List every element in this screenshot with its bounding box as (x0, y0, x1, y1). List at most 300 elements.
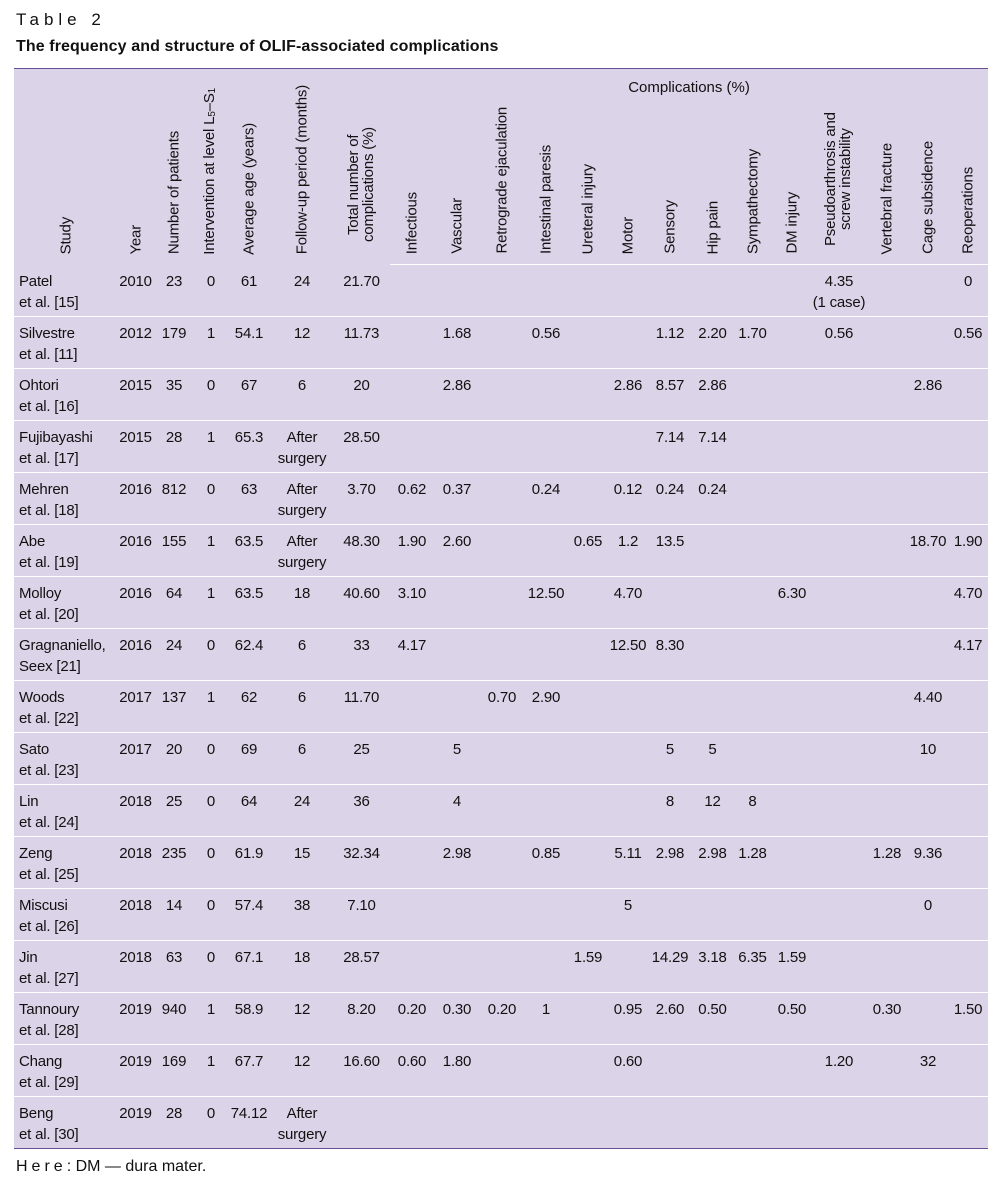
cell-age: 63.5 (227, 525, 271, 577)
cell-year: 2019 (118, 1097, 153, 1149)
cell-ureteral (568, 577, 608, 629)
cell-intervention: 1 (195, 577, 227, 629)
cell-total: 3.70 (333, 473, 390, 525)
cell-motor (608, 1097, 648, 1149)
cell-sensory: 0.24 (648, 473, 692, 525)
cell-followup: 6 (271, 681, 333, 733)
cell-intervention: 0 (195, 473, 227, 525)
cell-pseudo (812, 785, 866, 837)
cell-cage (908, 785, 948, 837)
cell-intervention: 0 (206, 272, 216, 290)
col-header-followup: Follow-up period (months) (293, 85, 311, 255)
cell-pseudo (812, 681, 866, 733)
cell-hip: 0.50 (692, 993, 733, 1045)
cell-total: 32.34 (333, 837, 390, 889)
cell-total: 20 (333, 369, 390, 421)
cell-intervention: 0 (195, 837, 227, 889)
table-row (14, 889, 988, 941)
col-header-patients: Number of patients (165, 131, 183, 255)
cell-pseudo (812, 629, 866, 681)
cell-vascular: 5 (434, 733, 480, 785)
cell-intervention: 0 (195, 369, 227, 421)
cell-sensory: 7.14 (648, 421, 692, 473)
cell-pseudo (812, 369, 866, 421)
cell-sensory: 5 (648, 733, 692, 785)
cell-cage (908, 265, 948, 317)
table-row (14, 681, 988, 733)
cell-cage (908, 941, 948, 993)
cell-reop (948, 785, 988, 837)
cell-sympath: 1.70 (733, 317, 772, 369)
cell-motor: 5.11 (608, 837, 648, 889)
cell-vascular: 0.37 (434, 473, 480, 525)
cell-intervention: 0 (195, 889, 227, 941)
cell-followup: 24 (293, 272, 311, 290)
cell-cage: 0 (908, 889, 948, 941)
cell-intervention: 1 (195, 421, 227, 473)
cell-reop (948, 473, 988, 525)
cell-vertebral (866, 369, 908, 421)
cell-infectious: 3.10 (390, 577, 434, 629)
cell-cage (908, 993, 948, 1045)
cell-sensory (648, 889, 692, 941)
cell-sympath: 1.28 (733, 837, 772, 889)
cell-sympath (733, 369, 772, 421)
cell-patients: 25 (153, 785, 195, 837)
cell-sympath (733, 577, 772, 629)
cell-age: 58.9 (227, 993, 271, 1045)
cell-retrograde (480, 421, 524, 473)
cell-pseudo (812, 1097, 866, 1149)
cell-dm (772, 473, 812, 525)
complications-table-wrapper (14, 68, 988, 1149)
cell-followup: After surgery (271, 1097, 333, 1149)
cell-sensory: 8.30 (648, 629, 692, 681)
cell-pseudo (812, 577, 866, 629)
cell-motor: 0.60 (608, 1045, 648, 1097)
cell-hip (692, 681, 733, 733)
cell-ureteral (568, 993, 608, 1045)
col-header-motor: Motor (608, 103, 648, 265)
cell-patients: 155 (153, 525, 195, 577)
cell-ureteral (568, 317, 608, 369)
table-row (14, 317, 988, 369)
cell-retrograde: 0.20 (480, 993, 524, 1045)
cell-sensory: 2.60 (648, 993, 692, 1045)
cell-intestinal: 1 (524, 993, 568, 1045)
cell-age: 67.1 (227, 941, 271, 993)
cell-ureteral (568, 733, 608, 785)
table-footnote (16, 1158, 206, 1176)
cell-intestinal: 12.50 (524, 577, 568, 629)
cell-study: Ohtori et al. [16] (14, 369, 118, 421)
cell-reop: 4.17 (948, 629, 988, 681)
cell-retrograde (480, 1097, 524, 1149)
cell-retrograde (480, 889, 524, 941)
cell-study: Lin et al. [24] (14, 785, 118, 837)
cell-year: 2019 (118, 1045, 153, 1097)
cell-intervention: 1 (195, 993, 227, 1045)
cell-hip (692, 525, 733, 577)
col-header-vascular: Vascular (434, 103, 480, 265)
cell-vascular (434, 941, 480, 993)
cell-cage: 9.36 (908, 837, 948, 889)
cell-hip: 2.20 (692, 317, 733, 369)
cell-patients: 812 (153, 473, 195, 525)
cell-infectious: 0.20 (390, 993, 434, 1045)
col-header-sensory: Sensory (648, 103, 692, 265)
cell-infectious: 4.17 (390, 629, 434, 681)
cell-sympath (733, 265, 772, 317)
cell-age: 64 (227, 785, 271, 837)
cell-vertebral (866, 1045, 908, 1097)
cell-cage: 18.70 (908, 525, 948, 577)
cell-hip (692, 265, 733, 317)
cell-vascular: 2.86 (434, 369, 480, 421)
cell-cage: 32 (908, 1045, 948, 1097)
cell-followup: After surgery (271, 473, 333, 525)
cell-dm: 0.50 (772, 993, 812, 1045)
cell-cage (908, 317, 948, 369)
cell-followup: 15 (271, 837, 333, 889)
cell-year: 2018 (118, 837, 153, 889)
cell-reop: 4.70 (948, 577, 988, 629)
cell-intervention: 0 (195, 629, 227, 681)
cell-motor: 1.2 (608, 525, 648, 577)
cell-retrograde (480, 525, 524, 577)
cell-total: 28.50 (333, 421, 390, 473)
cell-dm (772, 681, 812, 733)
cell-vascular (434, 265, 480, 317)
cell-dm (772, 889, 812, 941)
cell-age: 65.3 (227, 421, 271, 473)
cell-total: 40.60 (333, 577, 390, 629)
cell-cage: 2.86 (908, 369, 948, 421)
cell-dm (772, 421, 812, 473)
cell-age: 57.4 (227, 889, 271, 941)
cell-sympath (733, 421, 772, 473)
cell-age: 61 (240, 272, 258, 290)
cell-age: 62 (227, 681, 271, 733)
cell-ureteral (568, 369, 608, 421)
cell-vertebral (866, 733, 908, 785)
cell-dm (772, 1097, 812, 1149)
table-row (14, 993, 988, 1045)
cell-intestinal (524, 1097, 568, 1149)
cell-retrograde (480, 473, 524, 525)
cell-motor: 0.12 (608, 473, 648, 525)
cell-intestinal (524, 629, 568, 681)
cell-ureteral (568, 889, 608, 941)
cell-intestinal (524, 941, 568, 993)
cell-followup: 24 (271, 785, 333, 837)
cell-reop: 1.90 (948, 525, 988, 577)
cell-vascular (434, 1097, 480, 1149)
cell-reop (948, 941, 988, 993)
cell-intestinal (524, 733, 568, 785)
cell-vertebral (866, 785, 908, 837)
cell-retrograde (480, 577, 524, 629)
cell-pseudo (812, 473, 866, 525)
cell-hip (692, 577, 733, 629)
col-header-reop: Reoperations (948, 103, 988, 265)
cell-retrograde (480, 733, 524, 785)
cell-pseudo (812, 993, 866, 1045)
cell-study: Beng et al. [30] (14, 1097, 118, 1149)
cell-patients: 940 (153, 993, 195, 1045)
cell-sympath (733, 993, 772, 1045)
cell-ureteral (568, 1045, 608, 1097)
cell-pseudo (812, 889, 866, 941)
cell-reop (948, 837, 988, 889)
cell-study: Zeng et al. [25] (14, 837, 118, 889)
cell-dm (772, 1045, 812, 1097)
cell-sympath (733, 1097, 772, 1149)
cell-age: 62.4 (227, 629, 271, 681)
cell-intervention: 0 (195, 941, 227, 993)
cell-age: 61.9 (227, 837, 271, 889)
cell-vertebral (866, 525, 908, 577)
cell-retrograde (480, 317, 524, 369)
cell-motor (608, 317, 648, 369)
cell-sensory: 1.12 (648, 317, 692, 369)
cell-vertebral (866, 577, 908, 629)
cell-pseudo: 0.56 (812, 317, 866, 369)
cell-dm: 1.59 (772, 941, 812, 993)
cell-patients: 35 (153, 369, 195, 421)
cell-infectious (390, 1097, 434, 1149)
cell-patients: 28 (153, 1097, 195, 1149)
cell-hip: 5 (692, 733, 733, 785)
cell-study: Gragnaniello, Seex [21] (14, 629, 118, 681)
cell-motor: 12.50 (608, 629, 648, 681)
cell-infectious: 0.60 (390, 1045, 434, 1097)
table-row (14, 577, 988, 629)
cell-year: 2017 (118, 681, 153, 733)
cell-ureteral (568, 785, 608, 837)
cell-intervention: 1 (195, 317, 227, 369)
cell-intestinal (524, 1045, 568, 1097)
cell-reop (948, 369, 988, 421)
cell-motor (608, 265, 648, 317)
col-header-year: Year (127, 224, 144, 255)
cell-infectious (390, 837, 434, 889)
cell-vascular (434, 577, 480, 629)
cell-total: 16.60 (333, 1045, 390, 1097)
cell-study: Silvestre et al. [11] (14, 317, 118, 369)
cell-intervention: 0 (195, 733, 227, 785)
cell-infectious (390, 265, 434, 317)
cell-dm (772, 785, 812, 837)
cell-retrograde (480, 265, 524, 317)
cell-followup: 18 (271, 941, 333, 993)
cell-intervention: 1 (195, 525, 227, 577)
cell-motor: 4.70 (608, 577, 648, 629)
cell-dm (772, 265, 812, 317)
table-row (14, 369, 988, 421)
cell-patients: 23 (165, 272, 183, 290)
cell-intestinal (524, 525, 568, 577)
cell-infectious (390, 681, 434, 733)
table-row (14, 629, 988, 681)
cell-retrograde (480, 941, 524, 993)
col-header-pseudo: Pseudoarthrosis and screw instability (812, 103, 866, 265)
cell-year: 2018 (118, 785, 153, 837)
cell-total: 25 (333, 733, 390, 785)
cell-sensory: 13.5 (648, 525, 692, 577)
cell-intervention: 0 (195, 1097, 227, 1149)
cell-year: 2012 (118, 317, 153, 369)
cell-followup: 6 (271, 733, 333, 785)
cell-cage (908, 629, 948, 681)
cell-patients: 24 (153, 629, 195, 681)
cell-age: 63.5 (227, 577, 271, 629)
cell-intestinal (524, 421, 568, 473)
cell-intestinal: 0.24 (524, 473, 568, 525)
cell-total: 11.70 (333, 681, 390, 733)
cell-infectious (390, 785, 434, 837)
cell-infectious (390, 733, 434, 785)
cell-vascular (434, 421, 480, 473)
cell-dm (772, 837, 812, 889)
table-body (14, 265, 988, 1149)
table-title: The frequency and structure of OLIF-associated complications (16, 38, 499, 55)
cell-total: 7.10 (333, 889, 390, 941)
cell-year: 2015 (118, 421, 153, 473)
cell-sympath (733, 473, 772, 525)
cell-dm (772, 317, 812, 369)
col-header-dm: DM injury (772, 103, 812, 265)
cell-sympath (733, 1045, 772, 1097)
cell-hip (692, 1045, 733, 1097)
table-label: Table 2 (16, 10, 106, 29)
cell-sympath (733, 733, 772, 785)
cell-sensory (648, 265, 692, 317)
cell-study: Fujibayashi et al. [17] (14, 421, 118, 473)
col-header-total: Total number of complications (%) (344, 127, 377, 242)
cell-age: 67 (227, 369, 271, 421)
cell-reop (948, 1097, 988, 1149)
cell-vascular: 1.80 (434, 1045, 480, 1097)
cell-pseudo (812, 941, 866, 993)
cell-study: Jin et al. [27] (14, 941, 118, 993)
cell-total: 48.30 (333, 525, 390, 577)
cell-ureteral (568, 629, 608, 681)
table-row (14, 265, 988, 317)
cell-infectious (390, 941, 434, 993)
cell-reop (948, 1045, 988, 1097)
table-row (14, 1045, 988, 1097)
cell-total: 11.73 (333, 317, 390, 369)
cell-year: 2010 (119, 272, 152, 290)
cell-cage (908, 473, 948, 525)
cell-sympath (733, 889, 772, 941)
cell-age: 54.1 (227, 317, 271, 369)
cell-study: Abe et al. [19] (14, 525, 118, 577)
cell-vertebral: 0.30 (866, 993, 908, 1045)
cell-infectious: 0.62 (390, 473, 434, 525)
cell-pseudo (812, 421, 866, 473)
cell-age: 69 (227, 733, 271, 785)
cell-hip: 7.14 (692, 421, 733, 473)
cell-patients: 28 (153, 421, 195, 473)
footnote-text: : DM — dura mater. (66, 1158, 207, 1175)
cell-hip (692, 1097, 733, 1149)
cell-followup: 38 (271, 889, 333, 941)
cell-hip: 12 (692, 785, 733, 837)
cell-intestinal: 2.90 (524, 681, 568, 733)
cell-vascular: 4 (434, 785, 480, 837)
cell-dm (772, 525, 812, 577)
cell-vertebral (866, 681, 908, 733)
complications-table (14, 68, 988, 1149)
cell-vascular: 2.60 (434, 525, 480, 577)
cell-vascular (434, 889, 480, 941)
cell-total: 36 (333, 785, 390, 837)
cell-infectious (390, 369, 434, 421)
cell-year: 2015 (118, 369, 153, 421)
cell-vertebral (866, 629, 908, 681)
cell-sensory (648, 577, 692, 629)
cell-patients: 63 (153, 941, 195, 993)
cell-vascular (434, 681, 480, 733)
cell-motor (608, 681, 648, 733)
cell-ureteral (568, 681, 608, 733)
cell-ureteral (568, 1097, 608, 1149)
col-header-sympath: Sympathectomy (733, 103, 772, 265)
cell-followup: After surgery (271, 525, 333, 577)
cell-age: 63 (227, 473, 271, 525)
col-header-infectious: Infectious (390, 103, 434, 265)
cell-vertebral (866, 421, 908, 473)
cell-followup: 12 (271, 993, 333, 1045)
cell-intestinal (524, 369, 568, 421)
cell-ureteral (568, 421, 608, 473)
cell-reop (948, 421, 988, 473)
cell-sensory: 2.98 (648, 837, 692, 889)
col-header-intervention: Intervention at level $L_5-S_1$ (201, 87, 218, 255)
cell-hip (692, 629, 733, 681)
cell-study: Sato et al. [23] (14, 733, 118, 785)
cell-retrograde (480, 1045, 524, 1097)
col-header-study: Study (57, 217, 75, 255)
cell-motor (608, 421, 648, 473)
table-row (14, 733, 988, 785)
cell-vertebral (866, 889, 908, 941)
cell-age: 67.7 (227, 1045, 271, 1097)
cell-hip: 2.98 (692, 837, 733, 889)
cell-patients: 137 (153, 681, 195, 733)
cell-study: Miscusi et al. [26] (14, 889, 118, 941)
cell-dm (772, 369, 812, 421)
cell-vascular: 2.98 (434, 837, 480, 889)
cell-sympath: 8 (733, 785, 772, 837)
cell-reop (948, 889, 988, 941)
col-header-ureteral: Ureteral injury (568, 103, 608, 265)
cell-intervention: 1 (195, 681, 227, 733)
cell-age: 74.12 (227, 1097, 271, 1149)
cell-intervention: 0 (195, 785, 227, 837)
cell-retrograde: 0.70 (480, 681, 524, 733)
cell-hip: 3.18 (692, 941, 733, 993)
table-row (14, 1097, 988, 1149)
cell-patients: 169 (153, 1045, 195, 1097)
cell-sympath (733, 629, 772, 681)
cell-hip: 2.86 (692, 369, 733, 421)
cell-pseudo (812, 733, 866, 785)
cell-retrograde (480, 785, 524, 837)
cell-study: Tannoury et al. [28] (14, 993, 118, 1045)
